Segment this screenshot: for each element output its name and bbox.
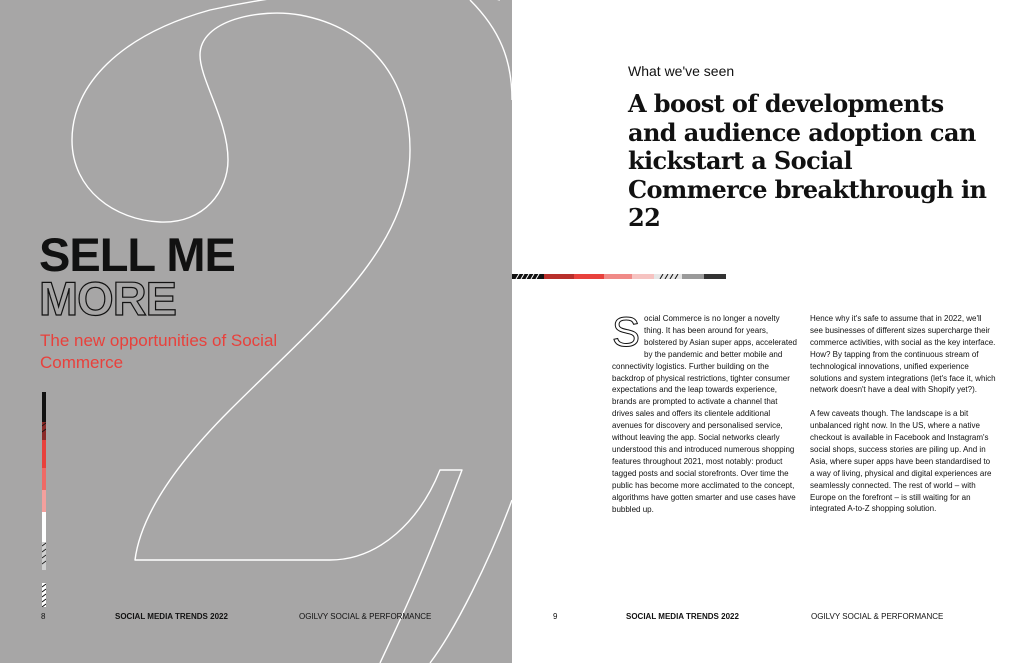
section-eyebrow: What we've seen	[628, 63, 735, 79]
body-paragraph: A few caveats though. The landscape is a bit unbalanced right now. In the US, where a native checkout is available in Facebook and Instagram's social shops, success stories are piling up. And in Asia, where super apps have been standardised to a way of living, physical and digital experiences are seamlessly connected. The rest of world – with Europe on the forefront – is still waiting for an integrated A-to-Z shopping solution.	[810, 409, 992, 514]
number-two-inner-stroke	[430, 0, 512, 663]
footer-publication-left: SOCIAL MEDIA TRENDS 2022	[115, 612, 228, 621]
body-column-1	[612, 308, 798, 515]
decorative-vertical-color-bar	[42, 392, 46, 570]
page-number-right: 9	[553, 612, 558, 621]
body-paragraph: ocial Commerce is no longer a novelty thing. It has been around for years, bolstered by Asian super apps, accelerated by the pandemic and better mobile and connectivity logistics. Further building on the backdrop of physical restrictions, tighter consumer expectations and the leap towards experience, brands are prompted to activate a channel that drives sales and offers its clientele additional avenues for discovery and personalised service, without leaving the app. Social networks clearly understood this and introduced numerous shopping features throughout 2021, most notably: product tagged posts and social storefronts. Over time the public has become more acclimated to the concept, algorithms have gotten smarter and use cases have bubbled up.	[612, 314, 797, 514]
decorative-vertical-hatch-bar	[42, 583, 46, 607]
title-sell-me: SELL ME	[39, 228, 235, 281]
decorative-gradient-divider	[512, 274, 726, 279]
body-paragraph: Hence why it's safe to assume that in 2022, we'll see businesses of different sizes supercharge their commerce activities, with social as the key interface. How? By tapping from the continuous stream of technological innovations, unified experience solutions and system integrations (let's face it, which network doesn't have a deal with Shopify yet?).	[810, 314, 996, 395]
right-page	[512, 0, 1024, 663]
title-more-outline: MORE	[39, 272, 176, 325]
drop-cap-letter: S	[612, 308, 641, 355]
body-column-2	[810, 313, 996, 515]
footer-publisher-left: OGILVY SOCIAL & PERFORMANCE	[299, 612, 432, 621]
section-subtitle: The new opportunities of Social Commerce	[40, 331, 278, 372]
article-headline: A boost of developments and audience adoption can kickstart a Social Commerce breakthrough in 22	[628, 89, 987, 232]
footer-publication-right: SOCIAL MEDIA TRENDS 2022	[626, 612, 739, 621]
page-number-left: 8	[41, 612, 46, 621]
footer-publisher-right: OGILVY SOCIAL & PERFORMANCE	[811, 612, 944, 621]
